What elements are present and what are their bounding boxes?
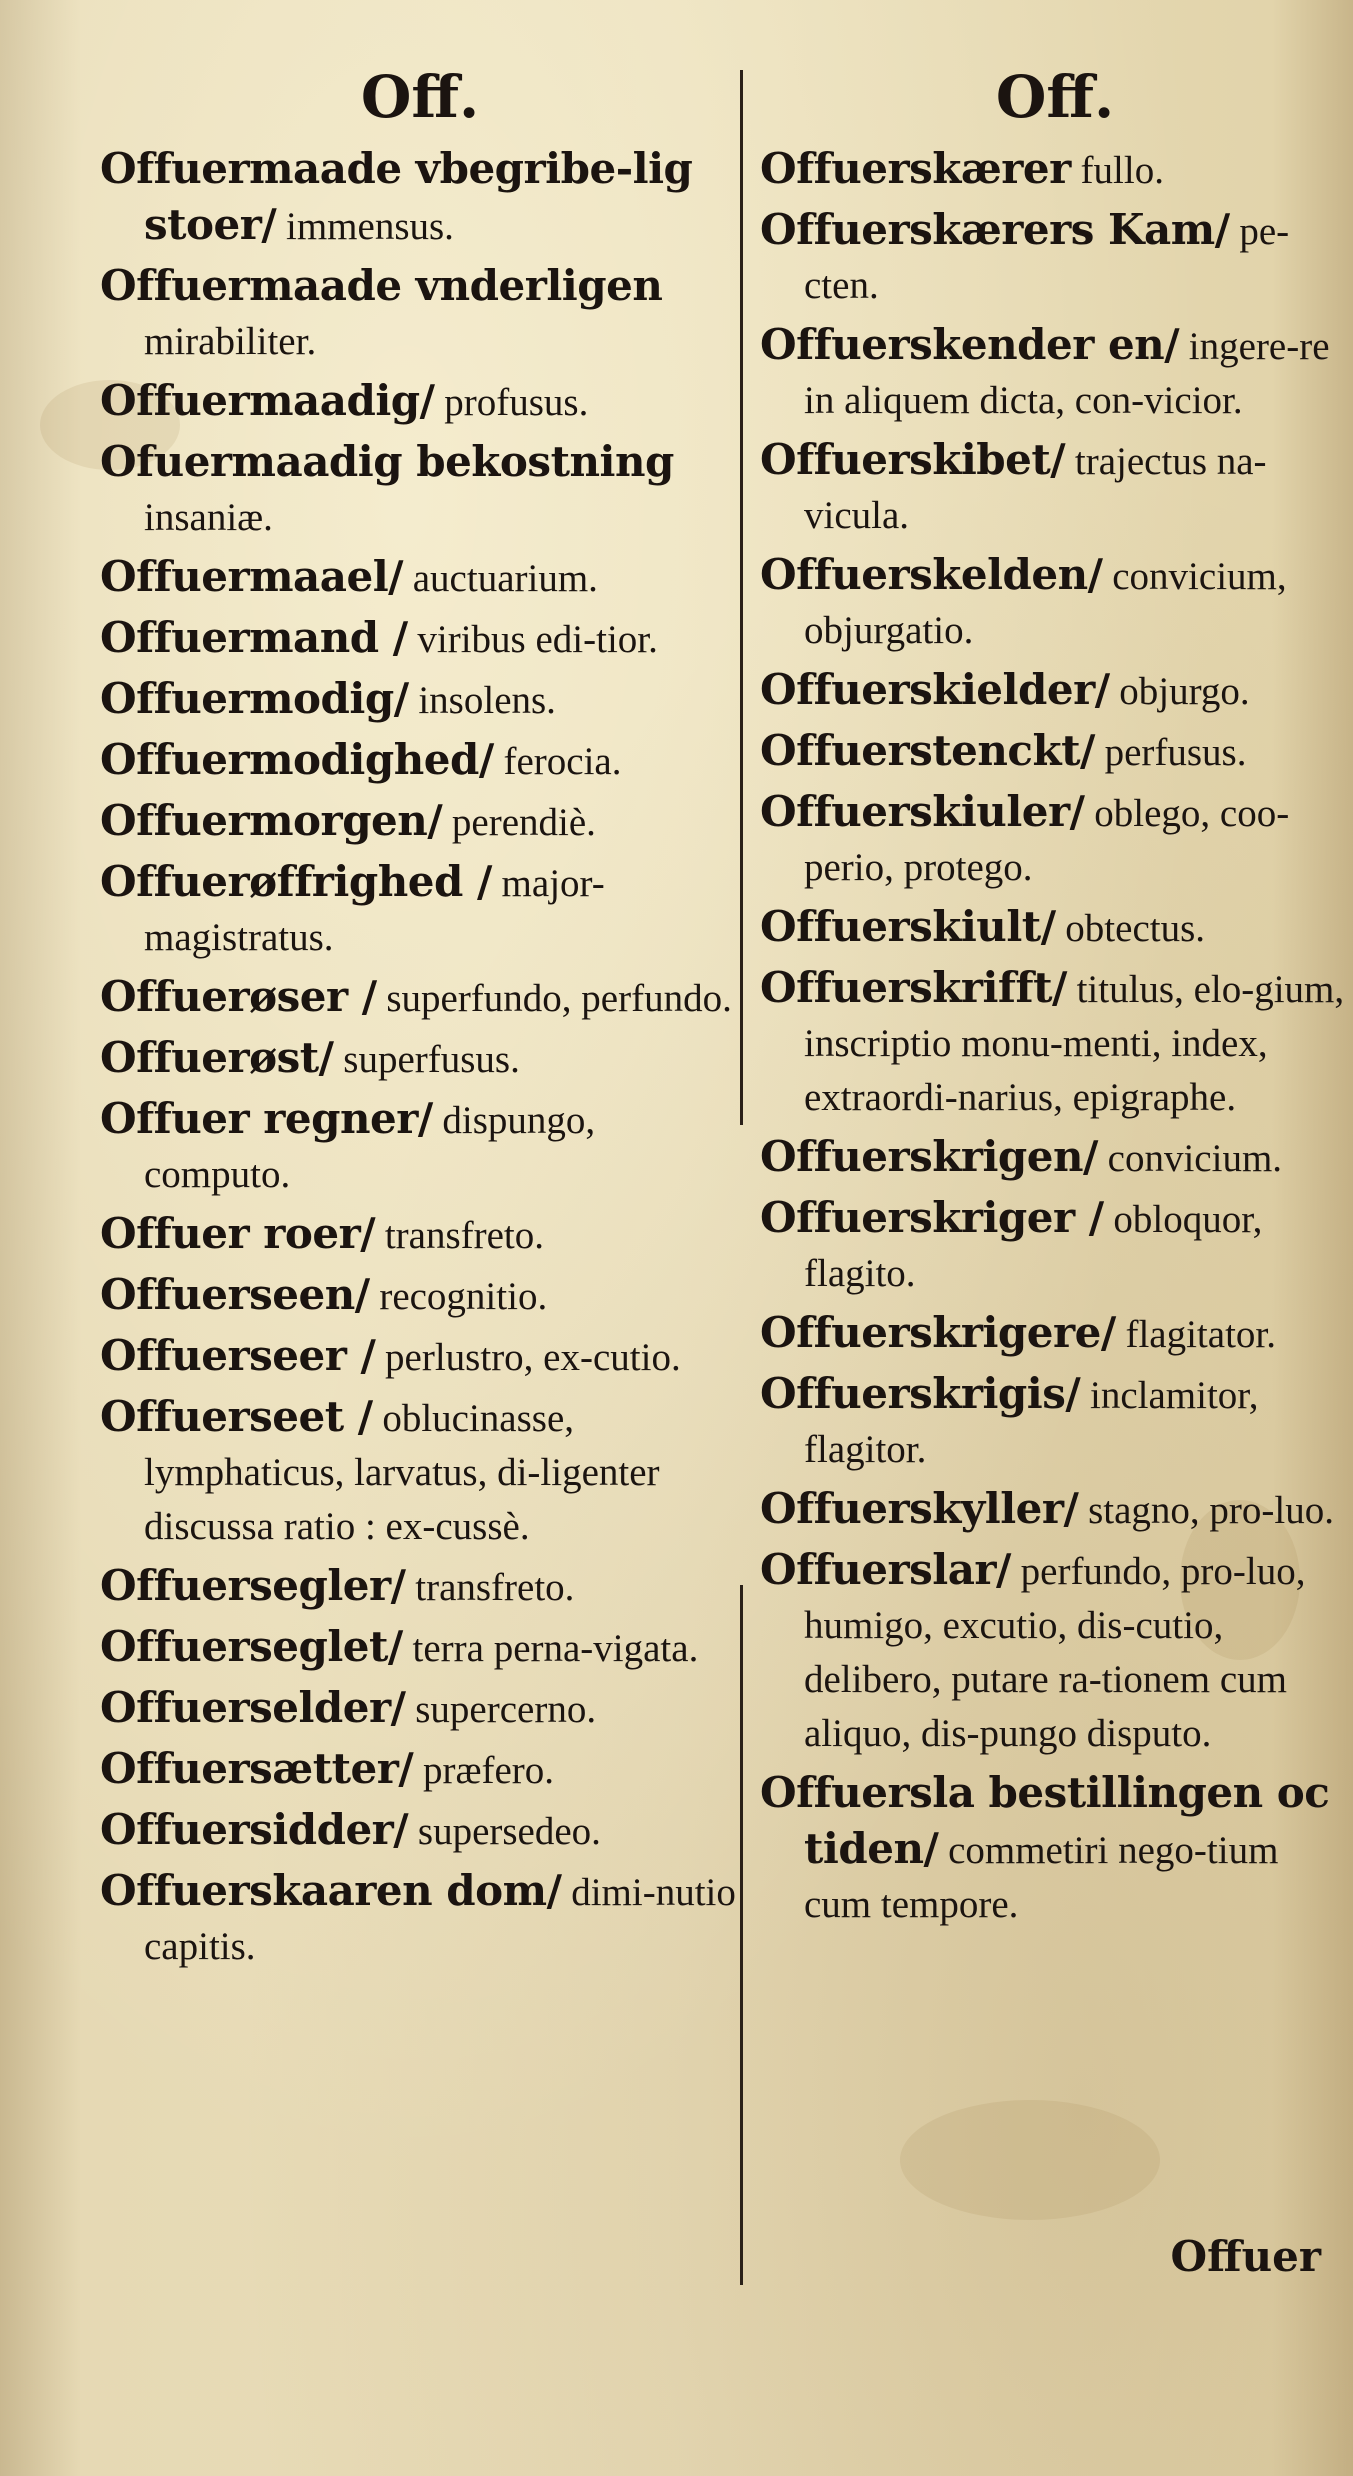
entry-gloss: objurgo. (1119, 670, 1250, 713)
entry-gloss: major-magistratus. (144, 862, 605, 959)
dictionary-entry (100, 1207, 740, 1263)
entry-gloss: commetiri nego-tium cum tempore. (804, 1829, 1279, 1926)
entry-gloss: præfero. (422, 1749, 554, 1792)
dictionary-entry (760, 724, 1350, 780)
entry-gloss: obloquor, flagito. (804, 1198, 1263, 1295)
entry-gloss: viribus edi-tior. (417, 618, 658, 661)
dictionary-entry (100, 1803, 740, 1859)
entry-headword: Offuer roer/ (100, 1209, 376, 1258)
entry-headword: Offuermorgen/ (100, 796, 443, 845)
entry-gloss: dimi-nutio capitis. (144, 1871, 736, 1968)
dictionary-entry (100, 794, 740, 850)
dictionary-entry (760, 1766, 1350, 1932)
entry-gloss: oblego, coo-perio, protego. (804, 792, 1290, 889)
entry-headword: Ofuermaadig bekostning (100, 437, 674, 486)
dictionary-entry (100, 1681, 740, 1737)
entry-gloss: titulus, elo-gium, inscriptio monu-menti, index, extraordi-narius, epigraphe. (804, 968, 1345, 1119)
entry-gloss: pe-cten. (804, 210, 1290, 307)
dictionary-entry (100, 550, 740, 606)
entry-gloss: supercerno. (415, 1688, 597, 1731)
entry-gloss: profusus. (444, 381, 589, 424)
entry-gloss: supersedeo. (417, 1810, 601, 1853)
entry-headword: Offuermodig/ (100, 674, 409, 723)
entry-headword: Offuerskiuler/ (760, 787, 1085, 836)
dictionary-entry (100, 672, 740, 728)
entry-headword: Offuerskibet/ (760, 435, 1066, 484)
entry-headword: Offuerskaaren dom/ (100, 1866, 562, 1915)
entry-headword: Offuersætter/ (100, 1744, 414, 1793)
entry-gloss: transfreto. (415, 1566, 575, 1609)
entry-headword: Offuerskelden/ (760, 550, 1103, 599)
dictionary-entry (100, 142, 740, 254)
dictionary-entry (100, 1092, 740, 1202)
entry-headword: Offuerøst/ (100, 1033, 334, 1082)
entry-headword: Offuerskærer (760, 144, 1071, 193)
entry-headword: Offuerøser / (100, 972, 377, 1021)
dictionary-entry (760, 900, 1350, 956)
entry-headword: Offuerskærers Kam/ (760, 205, 1230, 254)
entry-headword: Offuersla bestillingen oc tiden/ (760, 1768, 1330, 1873)
dictionary-entry (100, 970, 740, 1026)
entry-gloss: mirabiliter. (144, 320, 317, 363)
entry-headword: Offuerseer / (100, 1331, 376, 1380)
entry-headword: Offuersidder/ (100, 1805, 409, 1854)
entry-headword: Offuermaadig/ (100, 376, 435, 425)
entry-headword: Offuermaade vbegribe-lig stoer/ (100, 144, 693, 249)
entry-gloss: ferocia. (503, 740, 622, 783)
left-column (100, 62, 740, 1979)
entry-headword: Offuerøffrighed / (100, 857, 492, 906)
dictionary-entry (760, 1367, 1350, 1477)
entry-headword: Offuerskiult/ (760, 902, 1056, 951)
right-entry-list (760, 142, 1350, 1932)
dictionary-entry (100, 1329, 740, 1385)
entry-gloss: insolens. (418, 679, 556, 722)
right-column (760, 62, 1350, 1937)
entry-headword: Offuerskielder/ (760, 665, 1110, 714)
entry-headword: Offuerskrigere/ (760, 1308, 1116, 1357)
left-running-header: Off. (360, 63, 480, 131)
dictionary-entry (100, 1864, 740, 1974)
entry-headword: Offuerseglet/ (100, 1622, 403, 1671)
dictionary-entry (760, 1130, 1350, 1186)
dictionary-entry (760, 961, 1350, 1125)
dictionary-entry (760, 203, 1350, 313)
dictionary-entry (760, 785, 1350, 895)
entry-gloss: insaniæ. (144, 496, 273, 539)
entry-headword: Offuerskrigen/ (760, 1132, 1098, 1181)
entry-gloss: terra perna-vigata. (412, 1627, 699, 1670)
dictionary-entry (100, 259, 740, 369)
entry-gloss: oblucinasse, lymphaticus, larvatus, di-ligenter discussa ratio : ex-cussè. (144, 1397, 660, 1548)
dictionary-entry (100, 611, 740, 667)
entry-headword: Offuerskyller/ (760, 1484, 1079, 1533)
column-divider-lower (740, 1585, 743, 2285)
entry-headword: Offuerslar/ (760, 1545, 1011, 1594)
left-entry-list (100, 142, 740, 1974)
dictionary-entry (760, 433, 1350, 543)
dictionary-entry (760, 1306, 1350, 1362)
entry-headword: Offuer regner/ (100, 1094, 433, 1143)
dictionary-entry (100, 1620, 740, 1676)
entry-headword: Offuerseet / (100, 1392, 373, 1441)
entry-headword: Offuerselder/ (100, 1683, 406, 1732)
dictionary-entry (760, 548, 1350, 658)
entry-gloss: auctuarium. (412, 557, 598, 600)
entry-gloss: recognitio. (379, 1275, 548, 1318)
entry-gloss: convicium, objurgatio. (804, 555, 1287, 652)
entry-gloss: transfreto. (384, 1214, 544, 1257)
entry-gloss: trajectus na-vicula. (804, 440, 1267, 537)
entry-gloss: inclamitor, flagitor. (804, 1374, 1259, 1471)
entry-headword: Offuerskrifft/ (760, 963, 1067, 1012)
dictionary-entry (100, 1268, 740, 1324)
dictionary-entry (100, 1559, 740, 1615)
entry-headword: Offuerskrigis/ (760, 1369, 1081, 1418)
entry-gloss: perfundo, pro-luo, humigo, excutio, dis-cutio, delibero, putare ra-tionem cum aliquo, dis-pungo disputo. (804, 1550, 1306, 1755)
entry-gloss: obtectus. (1065, 907, 1206, 950)
entry-headword: Offuerskender en/ (760, 320, 1180, 369)
dictionary-entry (100, 1390, 740, 1554)
entry-gloss: ingere-re in aliquem dicta, con-vicior. (804, 325, 1330, 422)
entry-headword: Offuermand / (100, 613, 408, 662)
dictionary-entry (100, 855, 740, 965)
dictionary-entry (760, 142, 1350, 198)
entry-headword: Offuerstenckt/ (760, 726, 1095, 775)
entry-headword: Offuermodighed/ (100, 735, 494, 784)
catchword: Offuer (1170, 2232, 1321, 2281)
entry-gloss: flagitator. (1125, 1313, 1277, 1356)
entry-headword: Offuersegler/ (100, 1561, 406, 1610)
dictionary-entry (760, 1543, 1350, 1761)
dictionary-entry (100, 374, 740, 430)
entry-headword: Offuerskriger / (760, 1193, 1104, 1242)
entry-gloss: dispungo, computo. (144, 1099, 596, 1196)
dictionary-entry (760, 1482, 1350, 1538)
dictionary-entry (100, 1031, 740, 1087)
dictionary-entry (760, 1191, 1350, 1301)
entry-gloss: convicium. (1107, 1137, 1283, 1180)
entry-gloss: superfundo, perfundo. (386, 977, 732, 1020)
dictionary-entry (100, 733, 740, 789)
entry-gloss: stagno, pro-luo. (1088, 1489, 1334, 1532)
entry-headword: Offuerseen/ (100, 1270, 370, 1319)
column-divider-upper (740, 70, 743, 1125)
right-running-header: Off. (995, 63, 1115, 131)
dictionary-entry (760, 318, 1350, 428)
entry-headword: Offuermaade vnderligen (100, 261, 663, 310)
dictionary-entry (100, 435, 740, 545)
entry-gloss: fullo. (1080, 149, 1164, 192)
dictionary-entry (100, 1742, 740, 1798)
entry-gloss: immensus. (286, 205, 454, 248)
entry-headword: Offuermaael/ (100, 552, 403, 601)
entry-gloss: perendiè. (451, 801, 596, 844)
entry-gloss: perlustro, ex-cutio. (385, 1336, 681, 1379)
paper-stain (900, 2100, 1160, 2220)
dictionary-entry (760, 663, 1350, 719)
entry-gloss: perfusus. (1104, 731, 1247, 774)
entry-gloss: superfusus. (343, 1038, 520, 1081)
